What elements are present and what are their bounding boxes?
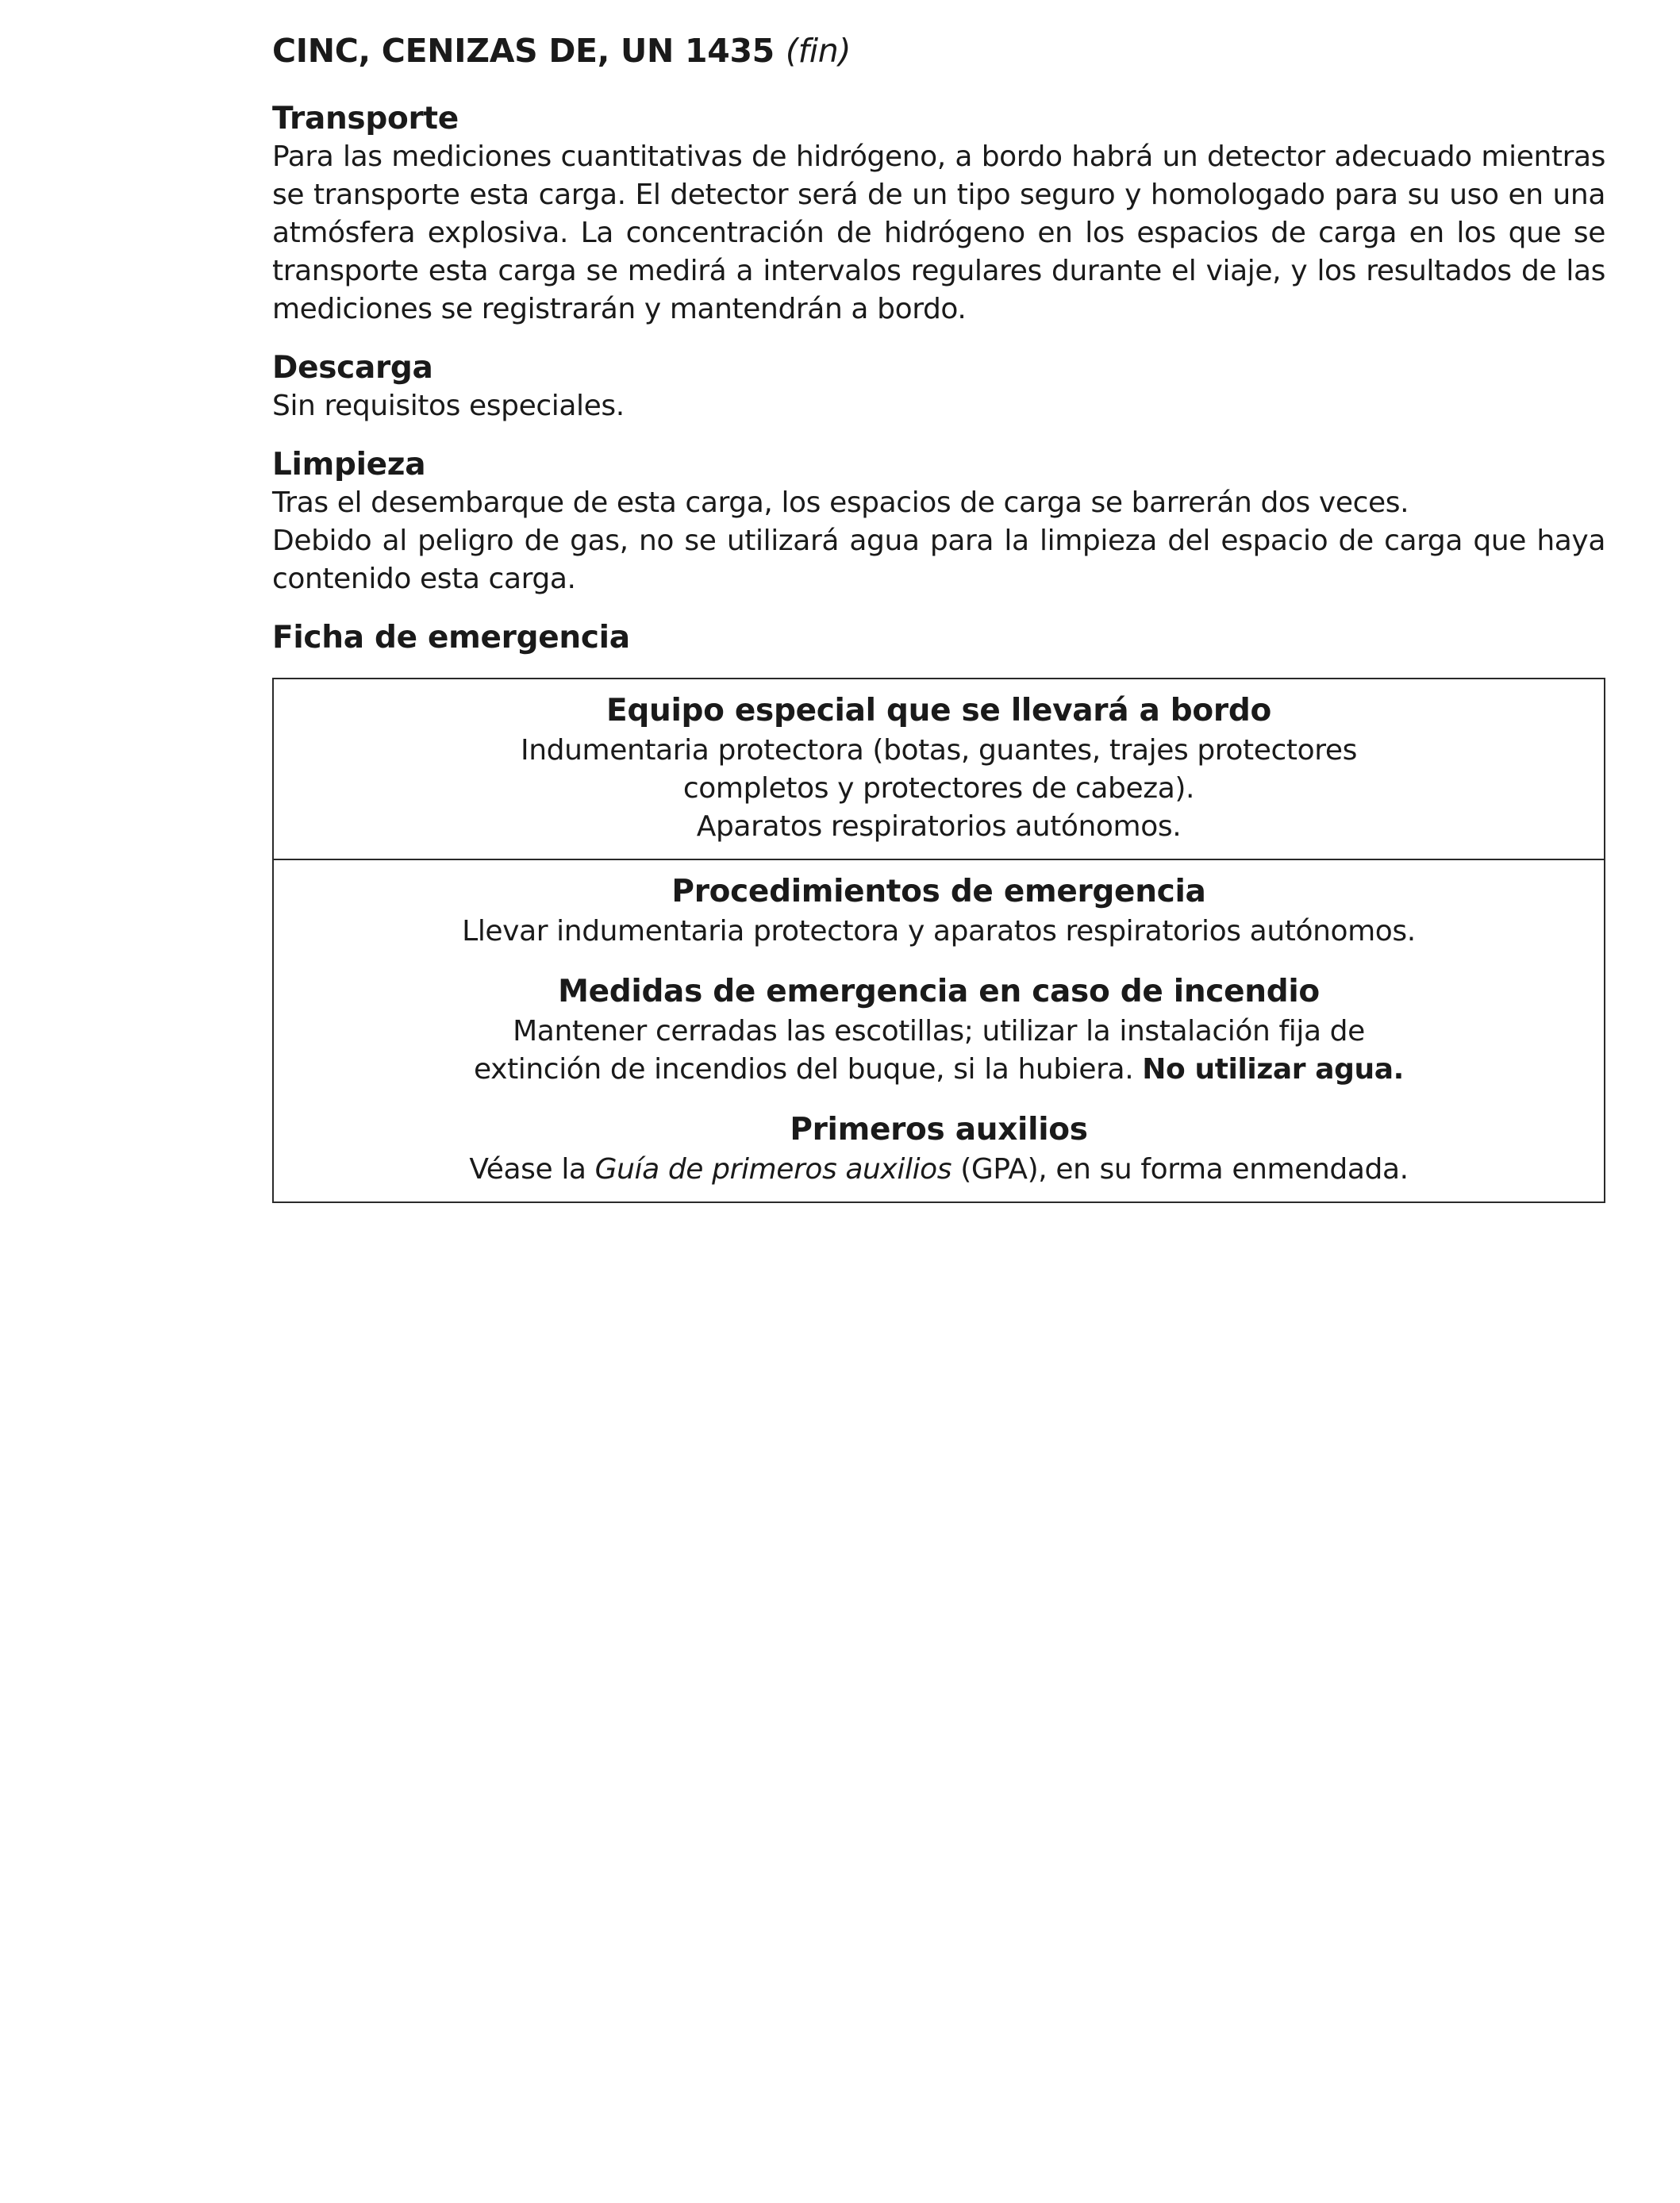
section-heading-limpieza: Limpieza [272,447,426,483]
document-title-text: CINC, CENIZAS DE, UN 1435 [272,32,775,70]
first-aid-subsection [306,1109,1572,1189]
procedures-heading: Procedimientos de emergencia [671,874,1206,909]
section-heading-ficha: Ficha de emergencia [272,620,630,656]
fire-measures-heading: Medidas de emergencia en caso de incendio [558,974,1320,1009]
equipment-text-1: Indumentaria protectora (botas, guantes, trajes protectores completos y protectores de cabeza). [521,734,1357,805]
first-aid-text-after: (GPA), en su forma enmendada. [960,1153,1409,1186]
section-text-transporte: Para las mediciones cuantitativas de hidrógeno, a bordo habrá un detector adecuado mientras se transporte esta carga. El detector será de un tipo seguro y homologado para su uso en una atmósfera explosiva. La concentración de hidrógeno en los espacios de carga en los que se transporte esta carga se medirá a intervalos regulares durante el viaje, y los resultados de las mediciones se registrarán y mantendrán a bordo. [272,140,1605,325]
fire-measures-text-main: Mantener cerradas las escotillas; utilizar la instalación fija de extinción de incendios del buque, si la hubiera. [474,1015,1365,1086]
first-aid-guide-title: Guía de primeros auxilios [594,1153,952,1186]
fire-measures-text [447,1013,1431,1089]
emergency-equipment-block [274,679,1604,859]
fire-measures-subsection [306,971,1572,1089]
procedures-text: Llevar indumentaria protectora y aparatos respiratorios autónomos. [462,915,1416,948]
section-heading-transporte: Transporte [272,101,459,136]
section-limpieza [272,446,1605,598]
equipment-heading: Equipo especial que se llevará a bordo [606,693,1271,729]
emergency-card [272,678,1605,1203]
section-text-limpieza-1: Tras el desembarque de esta carga, los espacios de carga se barrerán dos veces. [272,486,1409,519]
section-ficha-emergencia [272,619,1605,1203]
procedures-subsection [306,871,1572,951]
emergency-procedures-block [274,859,1604,1201]
first-aid-heading: Primeros auxilios [790,1112,1088,1148]
section-heading-descarga: Descarga [272,350,433,386]
first-aid-text [306,1151,1572,1189]
first-aid-text-before: Véase la [469,1153,586,1186]
document-page [272,29,1605,1224]
section-descarga [272,349,1605,425]
section-text-descarga: Sin requisitos especiales. [272,390,625,422]
section-transporte [272,100,1605,329]
document-title [272,29,1605,73]
document-title-suffix: (fin) [785,32,852,70]
fire-measures-text-warning: No utilizar agua. [1142,1053,1404,1086]
section-text-limpieza-2: Debido al peligro de gas, no se utilizará agua para la limpieza del espacio de carga que haya contenido esta carga. [272,525,1605,595]
equipment-text-2: Aparatos respiratorios autónomos. [696,810,1182,843]
